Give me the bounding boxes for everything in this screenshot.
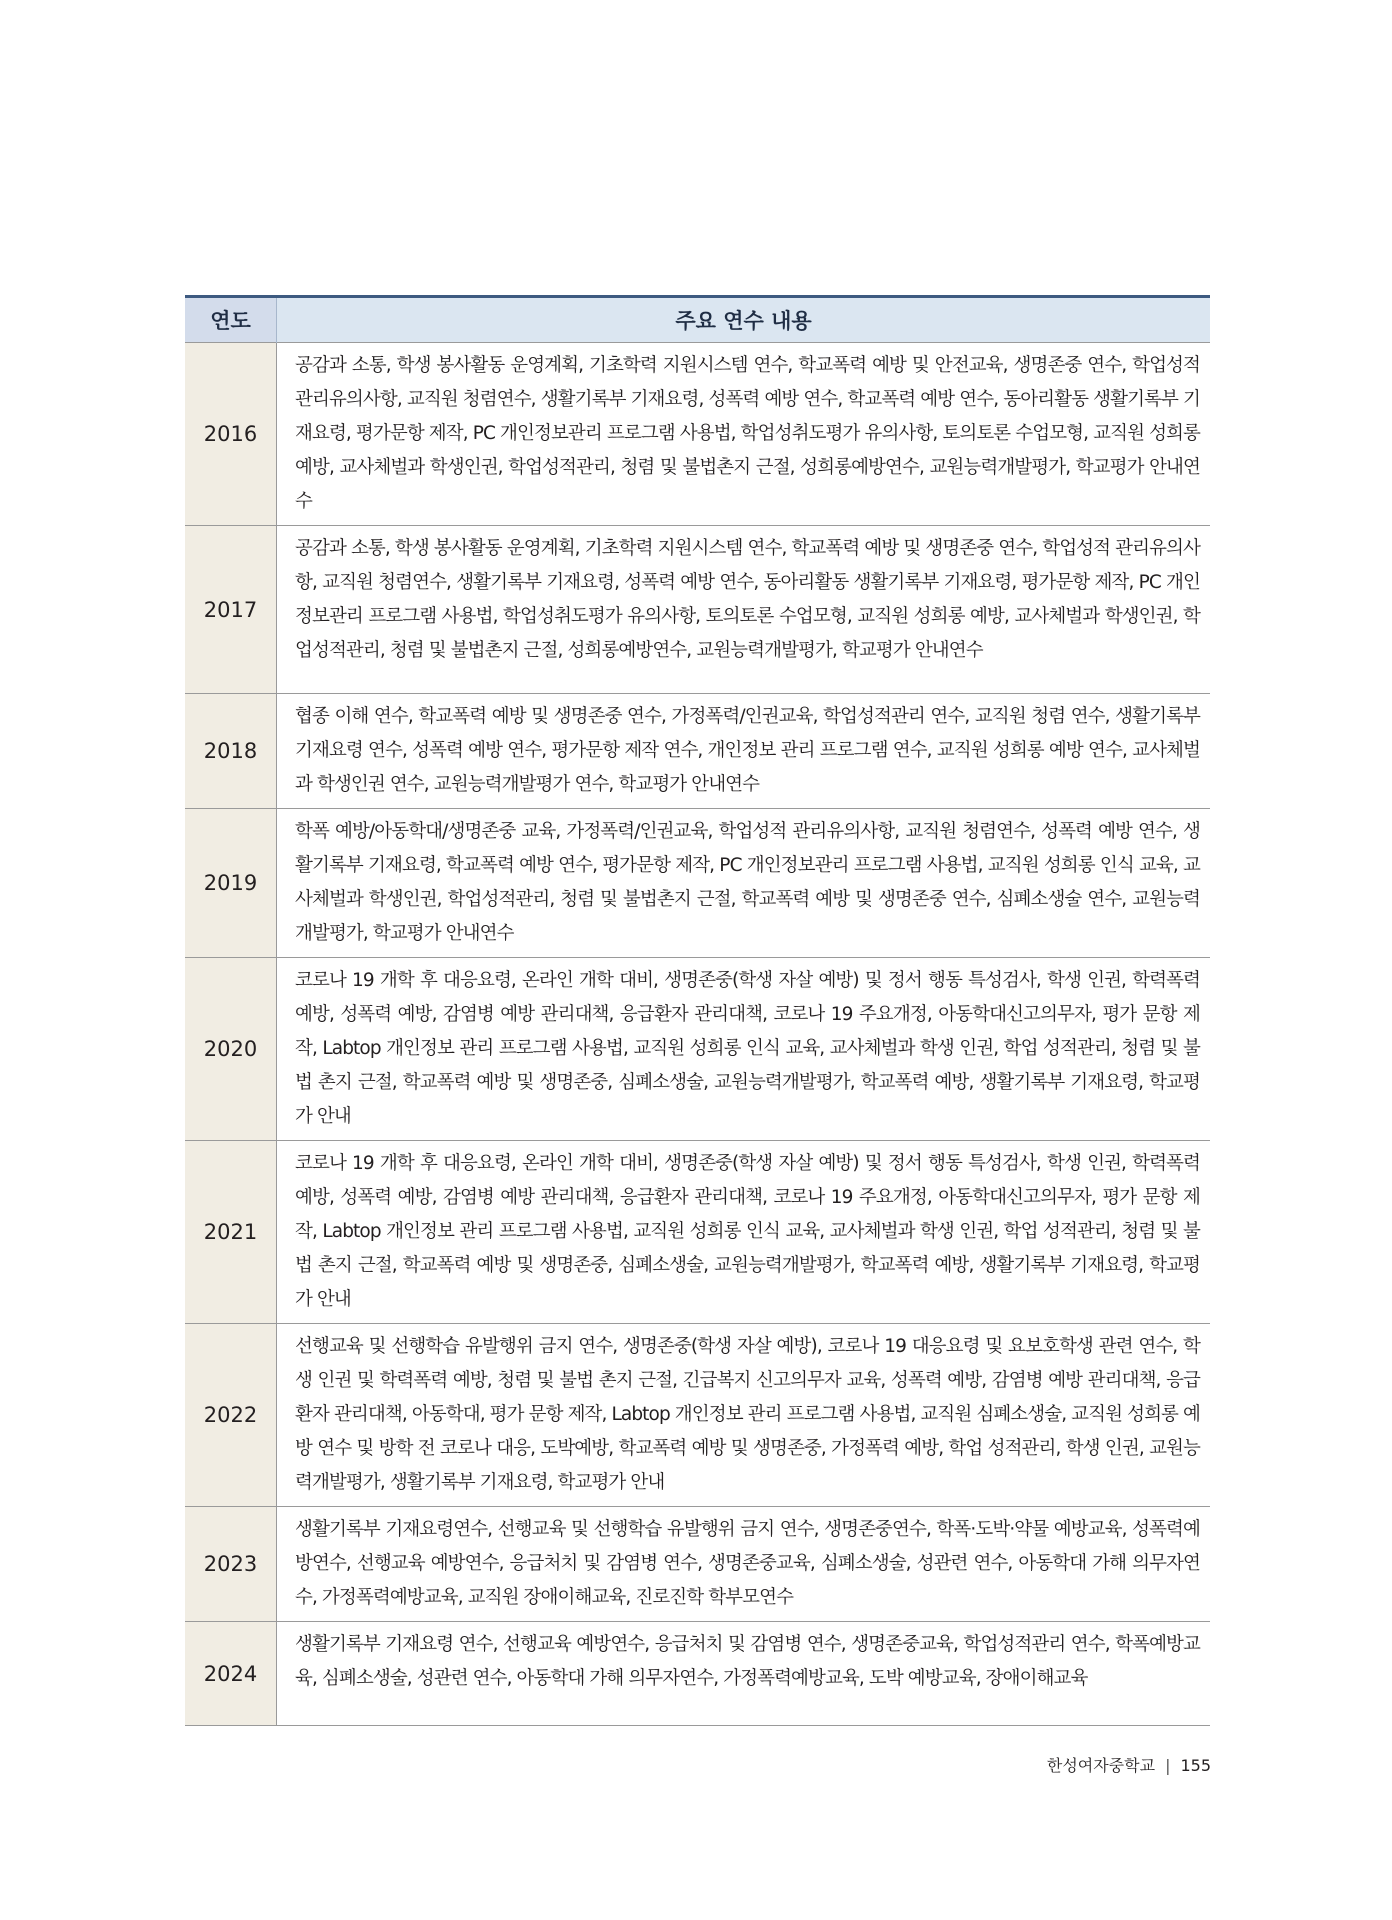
table-row — [185, 1622, 1210, 1726]
footer-separator: | — [1165, 1756, 1171, 1775]
year-cell: 2016 — [185, 343, 277, 526]
content-cell: 코로나 19 개학 후 대응요령, 온라인 개학 대비, 생명존중(학생 자살 예방) 및 정서 행동 특성검사, 학생 인권, 학력폭력 예방, 성폭력 예방, 감염병 예방 관리대책, 응급환자 관리대책, 코로나 19 주요개정, 아동학대신고의무자, 평가 문항 제작, Labtop 개인정보 관리 프로그램 사용법, 교직원 성희롱 인식 교육, 교사체벌과 학생 인권, 학업 성적관리, 청렴 및 불법 촌지 근절, 학교폭력 예방 및 생명존중, 심폐소생술, 교원능력개발평가, 학교폭력 예방, 생활기록부 기재요령, 학교평가 안내 — [277, 1141, 1211, 1324]
school-name: 한성여자중학교 — [1046, 1756, 1156, 1775]
header-year: 연도 — [185, 297, 277, 343]
year-cell: 2020 — [185, 958, 277, 1141]
content-cell: 생활기록부 기재요령 연수, 선행교육 예방연수, 응급처치 및 감염병 연수, 생명존중교육, 학업성적관리 연수, 학폭예방교육, 심폐소생술, 성관련 연수, 아동학대 가해 의무자연수, 가정폭력예방교육, 도박 예방교육, 장애이해교육 — [277, 1622, 1211, 1726]
table-row — [185, 809, 1210, 958]
table-row — [185, 694, 1210, 809]
content-cell: 협종 이해 연수, 학교폭력 예방 및 생명존중 연수, 가정폭력/인권교육, 학업성적관리 연수, 교직원 청렴 연수, 생활기록부 기재요령 연수, 성폭력 예방 연수, 평가문항 제작 연수, 개인정보 관리 프로그램 연수, 교직원 성희롱 예방 연수, 교사체벌과 학생인권 연수, 교원능력개발평가 연수, 학교평가 안내연수 — [277, 694, 1211, 809]
content-cell: 공감과 소통, 학생 봉사활동 운영계획, 기초학력 지원시스템 연수, 학교폭력 예방 및 생명존중 연수, 학업성적 관리유의사항, 교직원 청렴연수, 생활기록부 기재요령, 성폭력 예방 연수, 동아리활동 생활기록부 기재요령, 평가문항 제작, PC 개인정보관리 프로그램 사용법, 학업성취도평가 유의사항, 토의토론 수업모형, 교직원 성희롱 예방, 교사체벌과 학생인권, 학업성적관리, 청렴 및 불법촌지 근절, 성희롱예방연수, 교원능력개발평가, 학교평가 안내연수 — [277, 526, 1211, 694]
table-row — [185, 343, 1210, 526]
content-cell: 코로나 19 개학 후 대응요령, 온라인 개학 대비, 생명존중(학생 자살 예방) 및 정서 행동 특성검사, 학생 인권, 학력폭력 예방, 성폭력 예방, 감염병 예방 관리대책, 응급환자 관리대책, 코로나 19 주요개정, 아동학대신고의무자, 평가 문항 제작, Labtop 개인정보 관리 프로그램 사용법, 교직원 성희롱 인식 교육, 교사체벌과 학생 인권, 학업 성적관리, 청렴 및 불법 촌지 근절, 학교폭력 예방 및 생명존중, 심폐소생술, 교원능력개발평가, 학교폭력 예방, 생활기록부 기재요령, 학교평가 안내 — [277, 958, 1211, 1141]
content-cell: 공감과 소통, 학생 봉사활동 운영계획, 기초학력 지원시스템 연수, 학교폭력 예방 및 안전교육, 생명존중 연수, 학업성적 관리유의사항, 교직원 청렴연수, 생활기록부 기재요령, 성폭력 예방 연수, 학교폭력 예방 연수, 동아리활동 생활기록부 기재요령, 평가문항 제작, PC 개인정보관리 프로그램 사용법, 학업성취도평가 유의사항, 토의토론 수업모형, 교직원 성희롱 예방, 교사체벌과 학생인권, 학업성적관리, 청렴 및 불법촌지 근절, 성희롱예방연수, 교원능력개발평가, 학교평가 안내연수 — [277, 343, 1211, 526]
year-cell: 2018 — [185, 694, 277, 809]
year-cell: 2022 — [185, 1324, 277, 1507]
content-cell: 생활기록부 기재요령연수, 선행교육 및 선행학습 유발행위 금지 연수, 생명존중연수, 학폭·도박·약물 예방교육, 성폭력예방연수, 선행교육 예방연수, 응급처치 및 감염병 연수, 생명존중교육, 심폐소생술, 성관련 연수, 아동학대 가해 의무자연수, 가정폭력예방교육, 교직원 장애이해교육, 진로진학 학부모연수 — [277, 1507, 1211, 1622]
table-header — [185, 297, 1210, 343]
table-row — [185, 526, 1210, 694]
page-footer — [1047, 1753, 1211, 1776]
table-row — [185, 1324, 1210, 1507]
table-row — [185, 1507, 1210, 1622]
training-table-container — [185, 295, 1210, 1726]
header-content: 주요 연수 내용 — [277, 297, 1211, 343]
year-cell: 2017 — [185, 526, 277, 694]
table-body — [185, 343, 1210, 1726]
header-row — [185, 297, 1210, 343]
year-cell: 2024 — [185, 1622, 277, 1726]
page-number: 155 — [1180, 1756, 1211, 1775]
training-table — [185, 295, 1210, 1726]
year-cell: 2023 — [185, 1507, 277, 1622]
content-cell: 학폭 예방/아동학대/생명존중 교육, 가정폭력/인권교육, 학업성적 관리유의사항, 교직원 청렴연수, 성폭력 예방 연수, 생활기록부 기재요령, 학교폭력 예방 연수, 평가문항 제작, PC 개인정보관리 프로그램 사용법, 교직원 성희롱 인식 교육, 교사체벌과 학생인권, 학업성적관리, 청렴 및 불법촌지 근절, 학교폭력 예방 및 생명존중 연수, 심폐소생술 연수, 교원능력개발평가, 학교평가 안내연수 — [277, 809, 1211, 958]
content-cell: 선행교육 및 선행학습 유발행위 금지 연수, 생명존중(학생 자살 예방), 코로나 19 대응요령 및 요보호학생 관련 연수, 학생 인권 및 학력폭력 예방, 청렴 및 불법 촌지 근절, 긴급복지 신고의무자 교육, 성폭력 예방, 감염병 예방 관리대책, 응급환자 관리대책, 아동학대, 평가 문항 제작, Labtop 개인정보 관리 프로그램 사용법, 교직원 심폐소생술, 교직원 성희롱 예방 연수 및 방학 전 코로나 대응, 도박예방, 학교폭력 예방 및 생명존중, 가정폭력 예방, 학업 성적관리, 학생 인권, 교원능력개발평가, 생활기록부 기재요령, 학교평가 안내 — [277, 1324, 1211, 1507]
table-row — [185, 958, 1210, 1141]
year-cell: 2019 — [185, 809, 277, 958]
year-cell: 2021 — [185, 1141, 277, 1324]
table-row — [185, 1141, 1210, 1324]
